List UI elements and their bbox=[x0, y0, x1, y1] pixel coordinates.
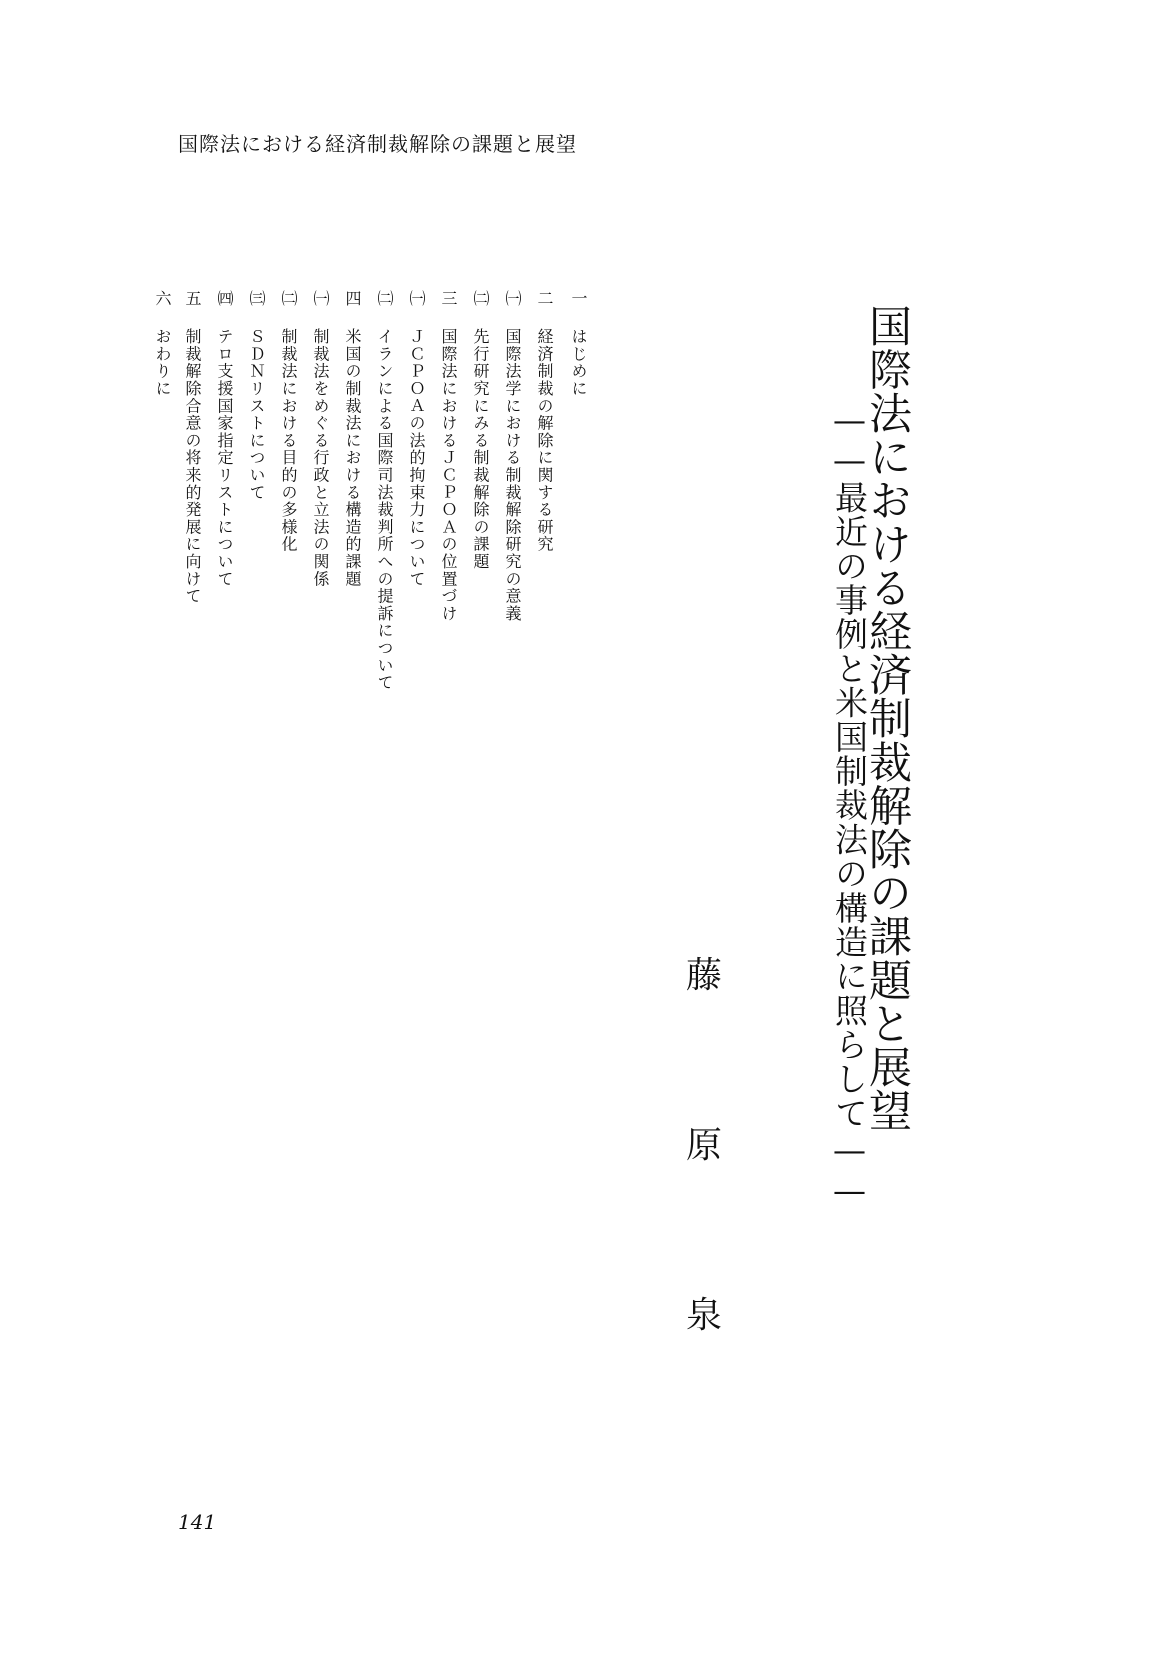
toc-title: 制裁解除合意の将来的発展に向けて bbox=[183, 328, 202, 605]
toc-title: 米国の制裁法における構造的課題 bbox=[343, 328, 362, 588]
toc-marker: 四 bbox=[343, 290, 362, 306]
toc-marker: 五 bbox=[183, 290, 202, 306]
toc-marker: ㈡ bbox=[279, 290, 298, 306]
toc-title: はじめに bbox=[569, 328, 588, 398]
author-name-char-2: 原 bbox=[685, 1125, 722, 1166]
toc-marker: ㈠ bbox=[311, 290, 330, 306]
toc-title: 国際法学における制裁解除研究の意義 bbox=[503, 328, 522, 623]
toc-title: ＪＣＰＯＡの法的拘束力について bbox=[407, 328, 426, 588]
toc-title: 国際法におけるＪＣＰＯＡの位置づけ bbox=[439, 328, 458, 623]
page-number: 141 bbox=[178, 1510, 217, 1534]
toc-marker: ㈢ bbox=[247, 290, 266, 306]
toc-title: おわりに bbox=[153, 328, 172, 398]
toc-marker: 六 bbox=[153, 290, 172, 306]
subtitle: ——最近の事例と米国制裁法の構造に照らして—— bbox=[830, 400, 869, 1211]
toc-marker: ㈠ bbox=[503, 290, 522, 306]
toc-title: 経済制裁の解除に関する研究 bbox=[535, 328, 554, 553]
toc-title: 先行研究にみる制裁解除の課題 bbox=[471, 328, 490, 571]
toc-marker: ㈠ bbox=[407, 290, 426, 306]
toc-marker: ㈡ bbox=[471, 290, 490, 306]
toc-title: テロ支援国家指定リストについて bbox=[215, 328, 234, 588]
toc-marker: 三 bbox=[439, 290, 458, 306]
toc-marker: 一 bbox=[569, 290, 588, 306]
toc-marker: ㈡ bbox=[375, 290, 394, 306]
toc-marker: 二 bbox=[535, 290, 554, 306]
toc-title: イランによる国際司法裁判所への提訴について bbox=[375, 328, 394, 692]
main-title: 国際法における経済制裁解除の課題と展望 bbox=[862, 304, 912, 1133]
toc-marker: ㈣ bbox=[215, 290, 234, 306]
toc-title: 制裁法をめぐる行政と立法の関係 bbox=[311, 328, 330, 588]
toc-title: 制裁法における目的の多様化 bbox=[279, 328, 298, 553]
running-header: 国際法における経済制裁解除の課題と展望 bbox=[178, 132, 577, 156]
author-name-char-3: 泉 bbox=[685, 1295, 722, 1336]
toc-title: ＳＤＮリストについて bbox=[247, 328, 266, 501]
author-name-char-1: 藤 bbox=[685, 955, 722, 996]
